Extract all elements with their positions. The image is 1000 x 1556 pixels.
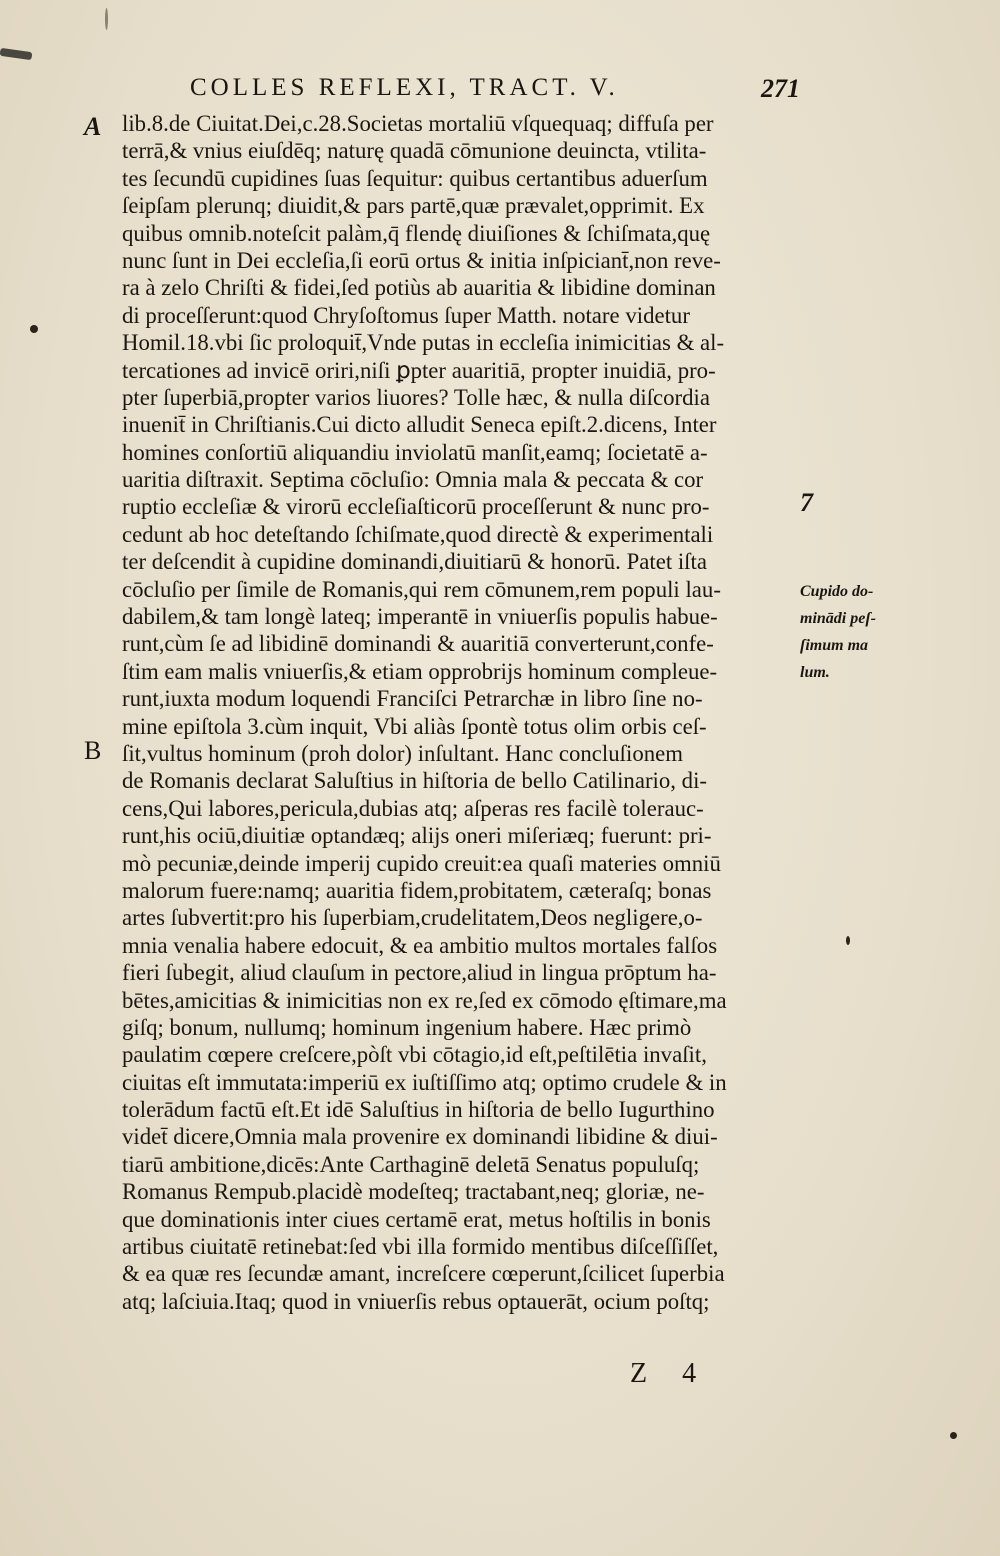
body-text [122,110,797,1370]
margin-conclusion-number: 7 [800,488,813,517]
text-line: ruptio eccleſiæ & virorū eccleſiaſticorū proceſſerunt & nunc pro- [122,494,710,520]
text-line: atq; laſciuia.Itaq; quod in vniuerſis rebus optauerāt, ocium poſtq; [122,1288,710,1314]
text-line [122,1315,797,1342]
text-line: runt,his ociū,diuitiæ optandæq; alijs oneri miſeriæq; fuerunt: pri- [122,823,712,849]
section-marker-b: B [84,736,102,765]
edge-stain [0,48,32,60]
text-line: tercationes ad invicē oriri,niſi ꝑpter auaritiā, propter inuidiā, pro- [122,357,716,383]
text-line: dabilem,& tam longè lateq; imperantē in vniuerſis populis habue- [122,604,718,630]
ink-speck [30,325,38,333]
text-line: ter deſcendit à cupidine dominandi,diuitiarū & honorū. Patet iſta [122,549,707,575]
text-line: paulatim cœpere creſcere,pòſt vbi cōtagio,id eſt,peſtilētia invaſit, [122,1042,707,1068]
page-header [190,74,800,114]
section-marker-a: A [84,112,102,141]
text-line: uaritia diſtraxit. Septima cōcluſio: Omnia mala & peccata & cor [122,467,704,493]
text-line: runt,cùm ſe ad libidinē dominandi & auaritiā converterunt,confe- [122,631,714,657]
text-line: pter ſuperbiā,propter varios liuores? Tolle hæc, & nulla diſcordia [122,384,710,410]
margin-note-line: minādi peſ- [800,610,876,627]
text-line: tes ſecundū cupidines ſuas ſequitur: quibus certantibus aduerſum [122,165,708,191]
text-line: de Romanis declarat Saluſtius in hiſtoria de bello Catilinario, di- [122,768,707,794]
text-line: tiarū ambitione,dicēs:Ante Carthaginē deletā Senatus populuſq; [122,1151,700,1177]
margin-note-line: Cupido do- [800,583,874,600]
text-line: mnia venalia habere edocuit, & ea ambitio multos mortales falſos [122,932,718,958]
text-line: malorum fuere:namq; auaritia fidem,probitatem, cæteraſq; bonas [122,877,712,903]
text-line: ciuitas eſt immutata:imperiū ex iuſtiſſimo atq; optimo crudele & in [122,1069,727,1095]
running-title: COLLES REFLEXI, TRACT. V. [190,74,619,101]
text-line: bētes,amicitias & inimicitias non ex re,ſed ex cōmodo ęſtimare,ma [122,987,727,1013]
text-line: Homil.18.vbi ſic proloquit̄,Vnde putas in eccleſia inimicitias & al- [122,330,725,356]
text-line: videt̄ dicere,Omnia mala provenire ex dominandi libidine & diui- [122,1124,718,1150]
text-line: homines conſortiū aliquandiu inviolatū manſit,eamq; ſocietatē a- [122,439,708,465]
text-line: cens,Qui labores,pericula,dubias atq; aſperas res facilè tolerauc- [122,795,704,821]
text-line: ſeipſam plerunq; diuidit,& pars partē,quæ prævalet,opprimit. Ex [122,193,705,219]
margin-note-line: ſimum ma [800,637,869,654]
text-line: cedunt ab hoc deteſtando ſchiſmate,quod directè & experimentali [122,521,714,547]
text-line: mò pecuniæ,deinde imperij cupido creuit:ea quaſi materies omniū [122,850,721,876]
text-line: lib.8.de Ciuitat.Dei,c.28.Societas mortaliū vſquequaq; diffuſa per [122,111,714,136]
text-line: di proceſſerunt:quod Chryſoſtomus ſuper Matth. notare videtur [122,302,690,328]
text-line: ſit,vultus hominum (proh dolor) inſultant. Hanc concluſionem [122,740,683,766]
text-line: fieri ſubegit, aliud clauſum in pectore,aliud in lingua prōptum ha- [122,960,717,986]
text-line: tolerādum factū eſt.Et idē Saluſtius in hiſtoria de bello Iugurthino [122,1097,715,1123]
text-line: artes ſubvertit:pro his ſuperbiam,crudelitatem,Deos negligere,o- [122,905,703,931]
text-line: que dominationis inter ciues certamē erat, metus hoſtilis in bonis [122,1206,711,1232]
text-line: giſq; bonum, nullumq; hominum ingenium habere. Hæc primò [122,1014,692,1040]
text-line: cōcluſio per ſimile de Romanis,qui rem cōmunem,rem populi lau- [122,576,721,602]
text-line: inuenit̄ in Chriſtianis.Cui dicto alludit Seneca epiſt.2.dicens, Inter [122,412,717,438]
page-number: 271 [761,74,800,103]
text-line: artibus ciuitatē retinebat:ſed vbi illa formido mentibus diſceſſiſſet, [122,1234,719,1260]
text-line: terrā,& vnius eiuſdēq; naturę quadā cōmunione deuincta, vtilita- [122,138,707,164]
text-line: & ea quæ res ſecundæ amant, increſcere cœperunt,ſcilicet ſuperbia [122,1261,725,1287]
margin-note [800,578,900,686]
text-line: Romanus Rempub.placidè modeſteq; tractabant,neq; gloriæ, ne- [122,1179,705,1205]
signature-mark: Z 4 [630,1358,711,1389]
ink-speck [950,1432,957,1439]
text-line: ra à zelo Chriſti & fidei,ſed potiùs ab auaritia & libidine dominan [122,275,716,301]
text-line: runt,iuxta modum loquendi Franciſci Petrarchæ in libro ſine no- [122,686,703,712]
text-line: ſtim eam malis vniuerſis,& etiam opprobrijs hominum compleue- [122,658,718,684]
ink-speck [846,936,850,945]
text-line: mine epiſtola 3.cùm inquit, Vbi aliàs ſpontè totus olim orbis ceſ- [122,713,707,739]
text-line: nunc ſunt in Dei eccleſia,ſi eorū ortus & initia inſpiciant̄,non reve- [122,247,721,273]
margin-note-line: lum. [800,664,830,681]
text-line: quibus omnib.noteſcit palàm,q̄ flendę diuiſiones & ſchiſmata,quę [122,220,711,246]
ink-speck [105,8,108,30]
